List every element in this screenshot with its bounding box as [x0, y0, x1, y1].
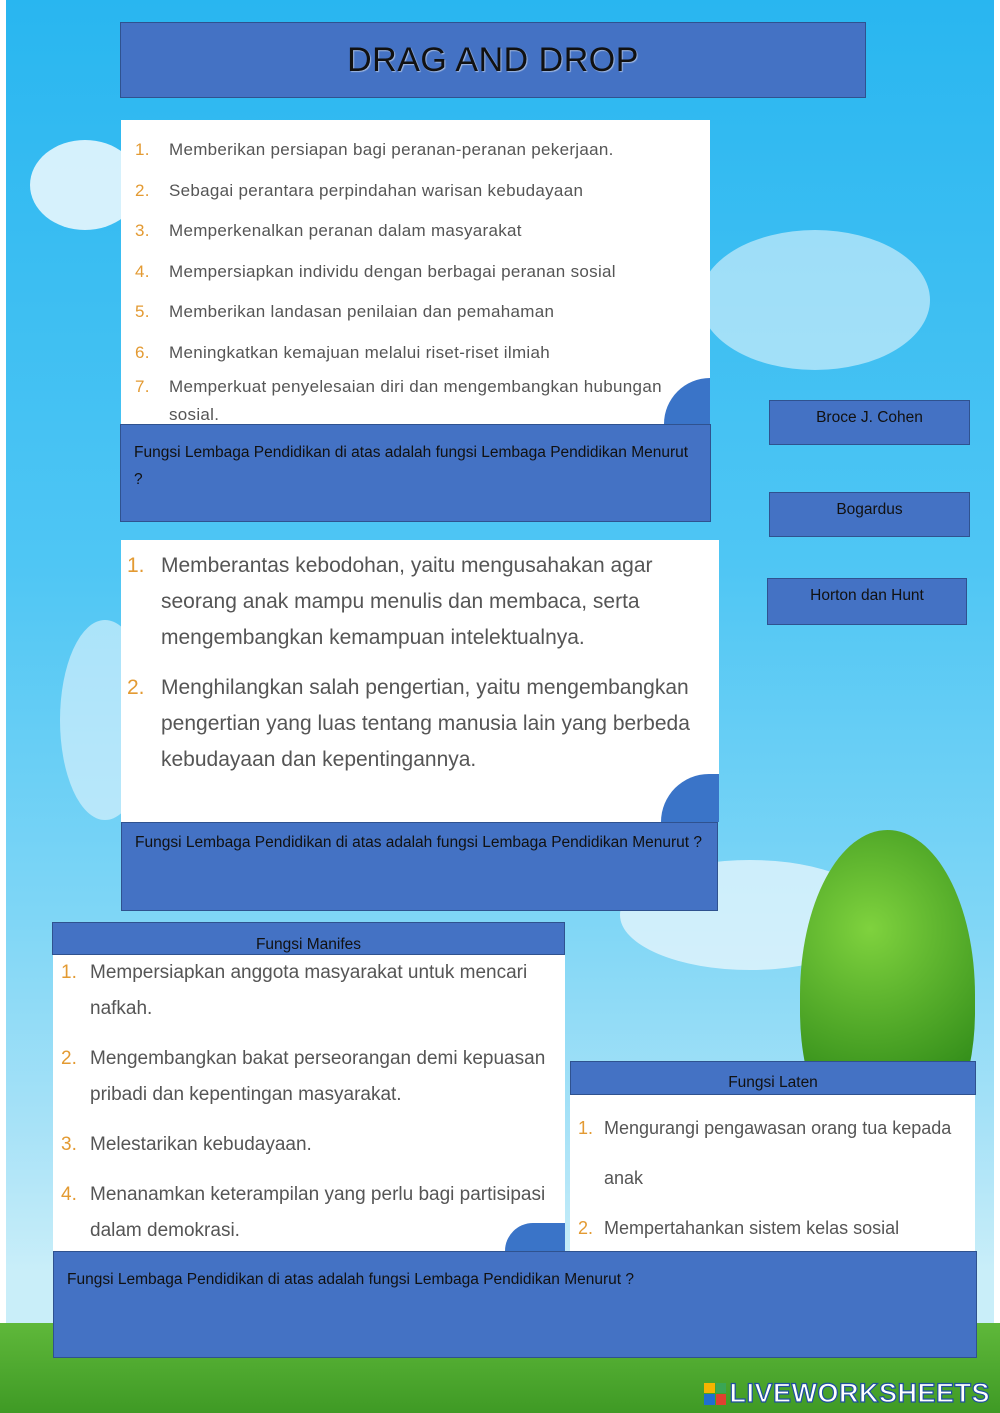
question-text-1: Fungsi Lembaga Pendidikan di atas adalah fungsi Lembaga Pendidikan Menurut ?: [134, 444, 689, 488]
list-item: [135, 292, 710, 333]
list-item: [61, 1127, 565, 1163]
list-item-text: Melestarikan kebudayaan.: [90, 1134, 312, 1155]
list-item-number: 3.: [61, 1134, 77, 1155]
list-item-number: 4.: [135, 261, 150, 281]
manifes-list: [61, 955, 565, 1249]
function-list-card-1: [121, 120, 710, 424]
question-box-1[interactable]: [120, 424, 711, 522]
list-item-number: 4.: [61, 1184, 77, 1205]
page-title: DRAG AND DROP: [347, 40, 639, 79]
liveworksheets-logo-icon: [704, 1383, 726, 1405]
list-item-text: Memberikan persiapan bagi peranan-peranan pekerjaan.: [169, 140, 614, 159]
list-item-text: Meningkatkan kemajuan melalui riset-riset ilmiah: [169, 342, 550, 362]
laten-header: Fungsi Laten: [570, 1061, 976, 1095]
list-item-number: 1.: [135, 140, 150, 159]
list-item-number: 2.: [127, 676, 145, 699]
laten-card: [570, 1093, 975, 1251]
answer-tile-broce-j-cohen[interactable]: Broce J. Cohen: [769, 400, 970, 445]
list-item-number: 3.: [135, 221, 150, 240]
list-item-number: 2.: [61, 1048, 77, 1069]
list-item-text: Mempertahankan sistem kelas sosial: [604, 1218, 900, 1238]
list-item-text: Memberikan landasan penilaian dan pemahaman: [169, 302, 555, 321]
question-box-3[interactable]: [53, 1251, 977, 1358]
list-item-number: 1.: [61, 962, 77, 983]
question-text-3: Fungsi Lembaga Pendidikan di atas adalah fungsi Lembaga Pendidikan Menurut ?: [67, 1271, 634, 1288]
answer-tile-horton-dan-hunt[interactable]: Horton dan Hunt: [767, 578, 967, 625]
list-item-number: 1.: [127, 554, 145, 577]
list-item-text: Menghilangkan salah pengertian, yaitu mengembangkan pengertian yang luas tentang manusia lain yang berbeda kebudayaan dan kepentingannya.: [161, 676, 690, 771]
cloud: [700, 230, 930, 370]
function-list-card-2: [121, 540, 719, 822]
list-item: [135, 171, 710, 212]
function-list-2: [127, 548, 719, 778]
laten-list: [578, 1103, 975, 1251]
list-item-number: 6.: [135, 342, 150, 362]
list-item: [61, 1041, 565, 1113]
list-item-text: Mempersiapkan individu dengan berbagai peranan sosial: [169, 261, 616, 281]
list-item-text: Sebagai perantara perpindahan warisan kebudayaan: [169, 180, 584, 200]
list-item-number: 7.: [135, 377, 150, 396]
liveworksheets-brand: [704, 1378, 990, 1409]
list-item-text: Mengurangi pengawasan orang tua kepada anak: [604, 1118, 952, 1188]
question-text-2: Fungsi Lembaga Pendidikan di atas adalah fungsi Lembaga Pendidikan Menurut ?: [135, 834, 702, 851]
answer-tile-bogardus[interactable]: Bogardus: [769, 492, 970, 537]
function-list-1: [135, 130, 710, 424]
question-box-2[interactable]: [121, 822, 718, 911]
list-item-number: 2.: [578, 1218, 594, 1238]
list-item-number: 2.: [135, 180, 150, 200]
list-item: [127, 548, 719, 656]
brand-name: LIVEWORKSHEETS: [729, 1378, 990, 1408]
list-item: [61, 1177, 565, 1249]
left-page-edge: [0, 0, 6, 1413]
list-item: [578, 1203, 975, 1251]
list-item-text: Menanamkan keterampilan yang perlu bagi partisipasi dalam demokrasi.: [90, 1184, 546, 1241]
list-item-text: Memperkenalkan peranan dalam masyarakat: [169, 221, 522, 240]
list-item-text: Memberantas kebodohan, yaitu mengusahakan agar seorang anak mampu menulis dan membaca, serta mengembangkan kemampuan intelektualnya.: [161, 554, 653, 649]
list-item: [135, 130, 710, 171]
list-item-number: 1.: [578, 1118, 594, 1138]
list-item: [135, 252, 710, 293]
list-item: [135, 211, 710, 252]
manifes-header: Fungsi Manifes: [52, 922, 565, 955]
list-item-text: Mempersiapkan anggota masyarakat untuk mencari nafkah.: [90, 962, 528, 1019]
list-item: [578, 1103, 975, 1203]
title-banner: [120, 22, 866, 98]
list-item: [61, 955, 565, 1027]
list-item: [127, 670, 719, 778]
right-page-edge: [994, 0, 1000, 1413]
list-item-number: 5.: [135, 302, 150, 321]
list-item: [135, 333, 710, 374]
list-item-text: Memperkuat penyelesaian diri dan mengembangkan hubungan sosial.: [169, 377, 662, 424]
list-item: [135, 373, 710, 424]
list-item-text: Mengembangkan bakat perseorangan demi kepuasan pribadi dan kepentingan masyarakat.: [90, 1048, 546, 1105]
manifes-card: [53, 953, 565, 1251]
corner-decoration: [661, 774, 719, 822]
